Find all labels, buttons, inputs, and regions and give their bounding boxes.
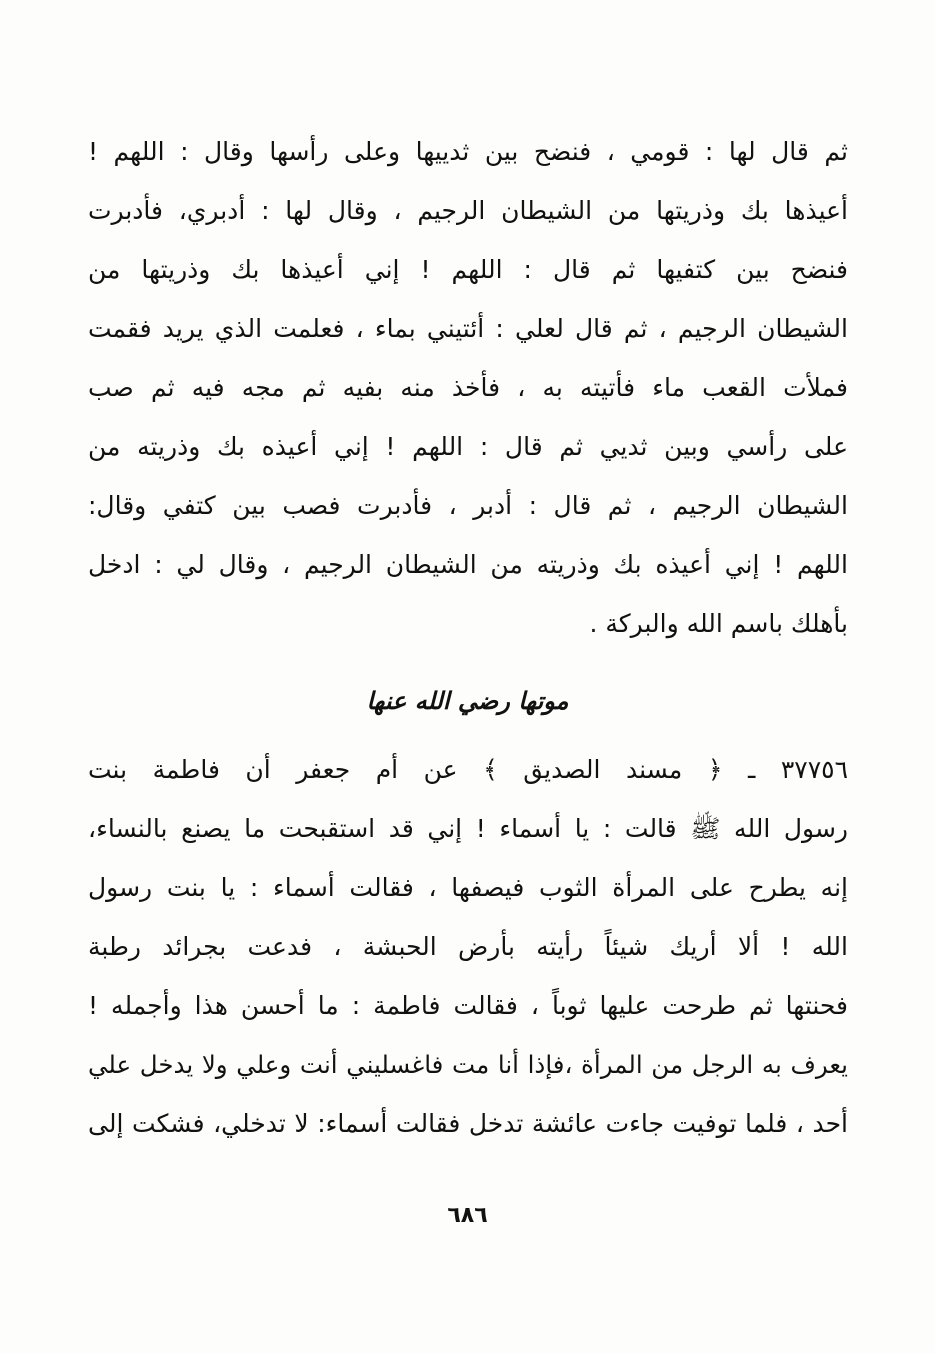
text-line: اللهم ! إني أعيذه بك وذريته من الشيطان الرجيم ، وقال لي : ادخل (88, 550, 848, 579)
text-line: فنضح بين كتفيها ثم قال : اللهم ! إني أعيذها بك وذريتها من (88, 255, 848, 284)
text-line: الله ! ألا أريك شيئاً رأيته بأرض الحبشة ، فدعت بجرائد رطبة (88, 932, 848, 961)
text-line: إنه يطرح على المرأة الثوب فيصفها ، فقالت أسماء : يا بنت رسول (88, 873, 848, 902)
paragraph-block-1 (88, 122, 848, 653)
text-line: أحد ، فلما توفيت جاءت عائشة تدخل فقالت أسماء: لا تدخلي، فشكت إلى (88, 1109, 848, 1138)
page-number: ٦٨٦ (447, 1203, 488, 1228)
text-line: فملأت القعب ماء فأتيته به ، فأخذ منه بفيه ثم مجه فيه ثم صب (88, 373, 848, 402)
text-line: على رأسي وبين ثديي ثم قال : اللهم ! إني أعيذه بك وذريته من (88, 432, 848, 461)
text-line: الشيطان الرجيم ، ثم قال لعلي : أئتيني بماء ، فعلمت الذي يريد فقمت (88, 314, 848, 343)
text-line: رسول الله ﷺ قالت : يا أسماء ! إني قد استقبحت ما يصنع بالنساء، (88, 814, 848, 843)
text-line: بأهلك باسم الله والبركة . (589, 609, 848, 638)
text-line: فحنتها ثم طرحت عليها ثوباً ، فقالت فاطمة : ما أحسن هذا وأجمله ! (88, 991, 848, 1020)
paragraph-block-2 (88, 740, 848, 1153)
text-line: الشيطان الرجيم ، ثم قال : أدبر ، فأدبرت فصب بين كتفي وقال: (88, 491, 848, 520)
text-line: ثم قال لها : قومي ، فنضح بين ثدييها وعلى رأسها وقال : اللهم ! (88, 137, 848, 166)
text-line: يعرف به الرجل من المرأة ،فإذا أنا مت فاغسليني أنت وعلي ولا يدخل علي (88, 1050, 848, 1079)
section-heading: موتها رضي الله عنها (366, 687, 569, 715)
text-line: ٣٧٧٥٦ ـ ﴿ مسند الصديق ﴾ عن أم جعفر أن فاطمة بنت (88, 755, 848, 784)
text-line: أعيذها بك وذريتها من الشيطان الرجيم ، وقال لها : أدبري، فأدبرت (88, 196, 848, 225)
